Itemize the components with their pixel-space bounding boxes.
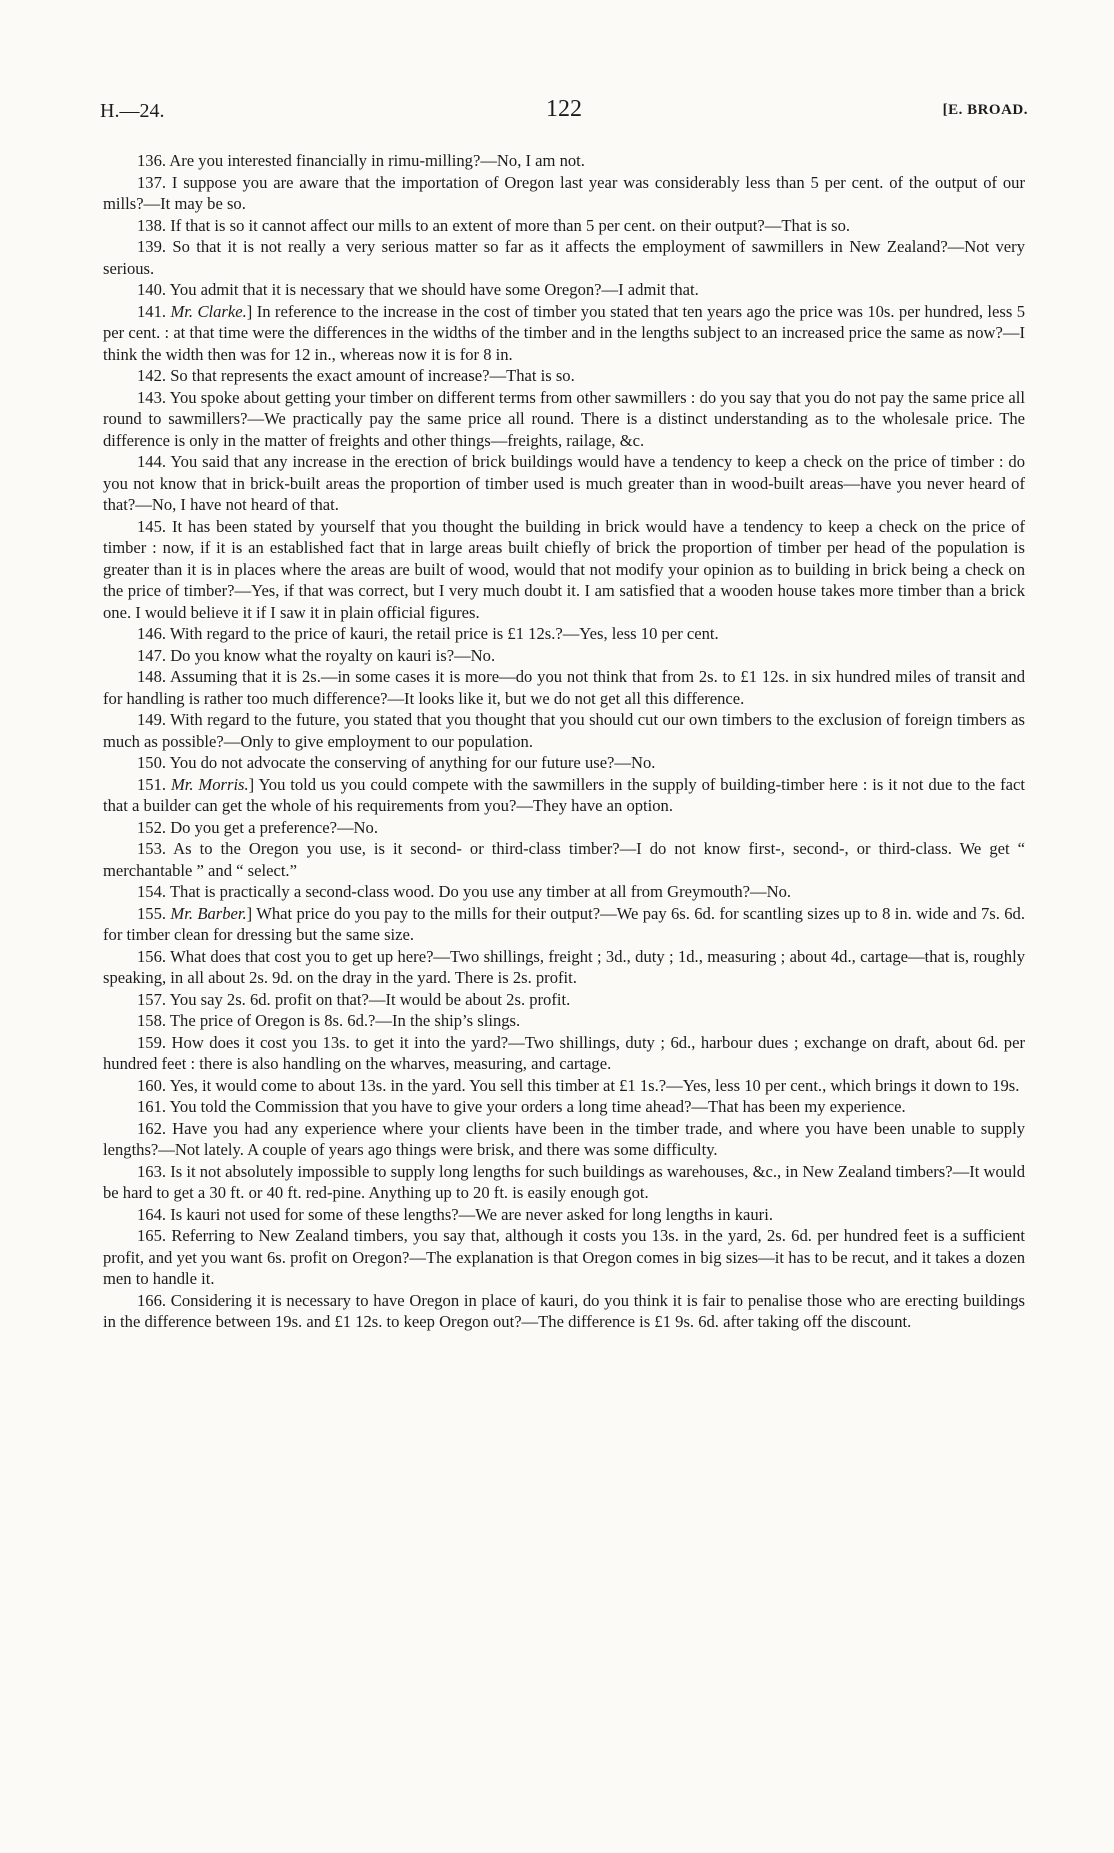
paragraph-text: 165. Referring to New Zealand timbers, you say that, although it costs you 13s. in the yard, 2s. 6d. per hundred feet is a sufficient profit, and yet you want 6s. profit on Oregon?—The explanation is that Oregon comes in big sizes—it has to be recut, and it takes a dozen men to handle it. <box>103 1226 1025 1288</box>
paragraph-text: 160. Yes, it would come to about 13s. in the yard. You sell this timber at £1 1s.?—Yes, less 10 per cent., which brings it down to 19s. <box>137 1075 1020 1095</box>
question-paragraph <box>103 817 1025 839</box>
paragraph-text: 140. You admit that it is necessary that we should have some Oregon?—I admit that. <box>137 280 699 299</box>
speaker-name: Mr. Morris. <box>170 774 249 794</box>
question-paragraph <box>103 236 1025 279</box>
question-paragraph <box>103 365 1025 387</box>
report-reference: H.—24. <box>100 100 165 122</box>
page-header <box>100 96 1028 126</box>
witness-name: [E. BROAD. <box>942 102 1028 118</box>
paragraph-text: 158. The price of Oregon is 8s. 6d.?—In the ship’s slings. <box>137 1011 521 1030</box>
paragraph-text: 139. So that it is not really a very serious matter so far as it affects the employment of sawmillers in New Zealand?—Not very serious. <box>103 237 1025 278</box>
question-number: 141. <box>137 301 167 321</box>
question-paragraph <box>103 215 1025 237</box>
question-paragraph <box>103 1096 1025 1118</box>
paragraph-text: 138. If that is so it cannot affect our mills to an extent of more than 5 per cent. on their output?—That is so. <box>137 215 851 235</box>
paragraph-text: 148. Assuming that it is 2s.—in some cases it is more—do you not think that from 2s. to £1 12s. in six hundred miles of transit and for handling is rather too much difference?—It looks like it, but we do not get all this difference. <box>103 667 1025 708</box>
question-paragraph <box>103 838 1025 881</box>
paragraph-text: 153. As to the Oregon you use, is it second- or third-class timber?—I do not know first-, second-, or third-class. We get “ merchantable ” and “ select.” <box>103 839 1025 880</box>
paragraph-text: 146. With regard to the price of kauri, the retail price is £1 12s.?—Yes, less 10 per cent. <box>137 624 719 643</box>
paragraph-text: In reference to the increase in the cost of timber you stated that ten years ago the price was 10s. per hundred, less 5 per cent. : at that time were the differences in the widths of the timber and in the lengths subject to an increased price the same as now?—I think the width then was for 12 in., whereas now it is for 8 in. <box>103 301 1026 364</box>
evidence-text <box>103 150 1025 1333</box>
paragraph-text: 144. You said that any increase in the erection of brick buildings would have a tendency to keep a check on the price of timber : do you not know that in brick-built areas the proportion of timber used is much greater than in wood-built areas—have you never heard of that?—No, I have not heard of that. <box>103 452 1025 514</box>
question-paragraph <box>103 1225 1025 1290</box>
question-paragraph <box>103 1290 1025 1333</box>
question-number: 151. <box>137 774 167 794</box>
paragraph-text: 154. That is practically a second-class wood. Do you use any timber at all from Greymouth?—No. <box>137 882 792 901</box>
question-paragraph <box>103 516 1025 624</box>
speaker-name: Mr. Barber. <box>170 903 247 923</box>
paragraph-text: 164. Is kauri not used for some of these lengths?—We are never asked for long lengths in kauri. <box>137 1204 773 1224</box>
question-paragraph: 141. Mr. Clarke.] In reference to the increase in the cost of timber you stated that ten years ago the price was 10s. per hundred, less 5 per cent. : at that time were the differences in the widths of the timber and in the lengths subject to an increased price the same as now?—I think the width then was for 12 in., whereas now it is for 8 in. <box>103 301 1026 364</box>
question-paragraph <box>103 1118 1025 1161</box>
speaker-name: Mr. Clarke. <box>170 301 247 321</box>
paragraph-text: You told us you could compete with the sawmillers in the supply of building-timber here : is it not due to the fact that a builder can get the whole of his requirements from you?—They have an option. <box>103 774 1025 815</box>
question-paragraph <box>103 645 1025 667</box>
question-paragraph <box>103 989 1025 1011</box>
question-paragraph <box>103 1032 1025 1075</box>
paragraph-text: 147. Do you know what the royalty on kauri is?—No. <box>137 645 496 665</box>
paragraph-text: 156. What does that cost you to get up here?—Two shillings, freight ; 3d., duty ; 1d., measuring ; about 4d., cartage—that is, roughly speaking, in all about 2s. 9d. on the dray in the yard. There is 2s. profit. <box>103 946 1025 987</box>
paragraph-text: 149. With regard to the future, you stated that you thought that you should cut our own timbers to the exclusion of foreign timbers as much as possible?—Only to give employment to our population. <box>103 710 1025 751</box>
page-number: 122 <box>546 96 582 122</box>
question-paragraph <box>103 1161 1025 1204</box>
question-paragraph: 151. Mr. Morris.] You told us you could compete with the sawmillers in the supply of building-timber here : is it not due to the fact that a builder can get the whole of his requirements from you?—They have an option. <box>103 774 1025 815</box>
question-paragraph <box>103 150 1025 172</box>
question-paragraph <box>103 623 1025 645</box>
paragraph-text: 142. So that represents the exact amount of increase?—That is so. <box>137 366 575 385</box>
paragraph-text: 150. You do not advocate the conserving of anything for our future use?—No. <box>137 753 656 772</box>
paragraph-text: 136. Are you interested financially in rimu-milling?—No, I am not. <box>137 151 585 170</box>
question-paragraph <box>103 1204 1025 1226</box>
question-paragraph <box>103 1010 1025 1032</box>
paragraph-text: 161. You told the Commission that you have to give your orders a long time ahead?—That has been my experience. <box>137 1097 906 1116</box>
question-paragraph <box>103 709 1025 752</box>
question-paragraph <box>103 387 1025 452</box>
paragraph-text: 166. Considering it is necessary to have Oregon in place of kauri, do you think it is fair to penalise those who are erecting buildings in the difference between 19s. and £1 12s. to keep Oregon out?—The difference is £1 9s. 6d. after taking off the discount. <box>103 1290 1025 1331</box>
paragraph-text: 152. Do you get a preference?—No. <box>137 817 378 837</box>
paragraph-text: 143. You spoke about getting your timber on different terms from other sawmillers : do you say that you do not pay the same price all round to sawmillers?—We practically pay the same price all round. There is a distinct understanding as to the wholesale price. The difference is only in the matter of freights and other things—freights, railage, &c. <box>103 387 1025 450</box>
question-paragraph: 155. Mr. Barber.] What price do you pay to the mills for their output?—We pay 6s. 6d. for scantling sizes up to 8 in. wide and 7s. 6d. for timber clean for dressing but the same size. <box>103 903 1025 944</box>
question-paragraph <box>103 279 1025 301</box>
question-paragraph <box>103 666 1025 709</box>
question-paragraph <box>103 881 1025 903</box>
paragraph-text: 157. You say 2s. 6d. profit on that?—It would be about 2s. profit. <box>137 989 571 1009</box>
paragraph-text: 145. It has been stated by yourself that you thought the building in brick would have a tendency to keep a check on the price of timber : now, if it is an established fact that in large areas built chiefly of brick the proportion of timber per head of the population is greater than it is in places where the areas are built of wood, would that not modify your opinion as to building in brick being a check on the price of timber?—Yes, if that was correct, but I very much doubt it. I am satisfied that a wooden house takes more timber than a brick one. I would believe it if I saw it in plain official figures. <box>103 516 1025 622</box>
question-paragraph <box>103 946 1025 989</box>
paragraph-text: 163. Is it not absolutely impossible to supply long lengths for such buildings as warehouses, &c., in New Zealand timbers?—It would be hard to get a 30 ft. or 40 ft. red-pine. Anything up to 20 ft. is easily enough got. <box>103 1161 1025 1202</box>
paragraph-text: 137. I suppose you are aware that the importation of Oregon last year was considerably less than 5 per cent. of the output of our mills?—It may be so. <box>103 172 1025 213</box>
paragraph-text: What price do you pay to the mills for their output?—We pay 6s. 6d. for scantling sizes up to 8 in. wide and 7s. 6d. for timber clean for dressing but the same size. <box>103 903 1025 944</box>
question-paragraph <box>103 752 1025 774</box>
question-paragraph <box>103 172 1025 215</box>
paragraph-text: 162. Have you had any experience where your clients have been in the timber trade, and where you have been unable to supply lengths?—Not lately. A couple of years ago things were brisk, and there was some difficulty. <box>103 1118 1025 1159</box>
question-number: 155. <box>137 903 167 923</box>
question-paragraph <box>103 1075 1025 1097</box>
paragraph-text: 159. How does it cost you 13s. to get it into the yard?—Two shillings, duty ; 6d., harbour dues ; exchange on draft, about 6d. per hundred feet : there is also handling on the wharves, measuring, and cartage. <box>103 1032 1025 1073</box>
question-paragraph <box>103 451 1025 516</box>
